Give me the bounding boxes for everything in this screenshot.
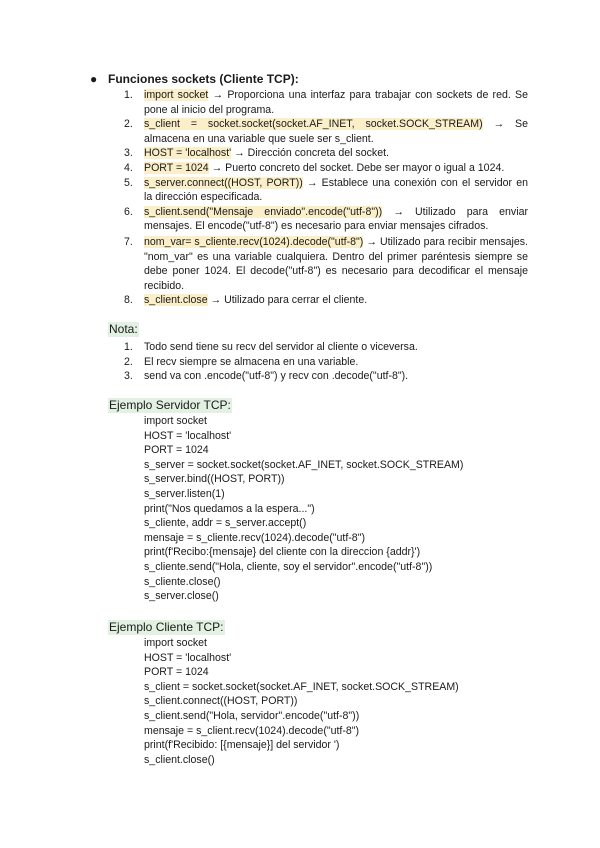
code-highlight: HOST = 'localhost' bbox=[144, 147, 232, 160]
code-line: mensaje = s_client.recv(1024).decode("utf-8") bbox=[144, 724, 360, 737]
list-item bbox=[124, 205, 528, 234]
code-highlight: nom_var= s_cliente.recv(1024).decode("utf-8") bbox=[144, 235, 364, 248]
list-item bbox=[124, 176, 528, 205]
code-line: s_client = socket.socket(socket.AF_INET, socket.SOCK_STREAM) bbox=[144, 680, 459, 693]
list-text: → Establece una conexión con el servidor en la dirección especificada. bbox=[144, 176, 528, 204]
code-highlight: import socket bbox=[144, 89, 209, 101]
list-number: 8. bbox=[124, 294, 133, 307]
code-line: s_cliente, addr = s_server.accept() bbox=[144, 517, 307, 530]
list-item bbox=[124, 161, 528, 176]
list-number: 2. bbox=[124, 355, 133, 368]
code-line: mensaje = s_cliente.recv(1024).decode("utf-8") bbox=[144, 531, 365, 544]
code-line: PORT = 1024 bbox=[144, 666, 209, 679]
code-line: print("Nos quedamos a la espera...") bbox=[144, 502, 315, 515]
list-number: 4. bbox=[124, 161, 133, 174]
code-line: HOST = 'localhost' bbox=[144, 429, 232, 442]
code-line: s_server.listen(1) bbox=[144, 487, 225, 500]
servidor-heading: Ejemplo Servidor TCP: bbox=[109, 398, 231, 412]
code-line: s_client.connect((HOST, PORT)) bbox=[144, 695, 298, 708]
list-item bbox=[124, 369, 528, 384]
code-line: s_cliente.close() bbox=[144, 575, 221, 588]
list-number: 3. bbox=[124, 370, 133, 383]
list-item bbox=[124, 88, 528, 117]
list-text: → Utilizado para enviar mensajes. El encode("utf-8") es necesario para enviar mensajes cifrados. bbox=[144, 205, 528, 233]
code-line: s_cliente.send("Hola, cliente, soy el servidor".encode("utf-8")) bbox=[144, 560, 433, 573]
list-number: 7. bbox=[124, 235, 133, 248]
list-text: → Puerto concreto del socket. Debe ser mayor o igual a 1024. bbox=[208, 161, 505, 174]
bullet-icon: ● bbox=[90, 72, 98, 86]
code-highlight: s_client = socket.socket(socket.AF_INET, socket.SOCK_STREAM) bbox=[144, 118, 483, 131]
list-text: → Dirección concreta del socket. bbox=[231, 147, 389, 160]
code-line: s_server.close() bbox=[144, 590, 219, 603]
code-line: s_client.close() bbox=[144, 753, 215, 766]
funciones-heading: ● Funciones sockets (Cliente TCP): bbox=[90, 72, 299, 86]
code-line: print(f'Recibido: [{mensaje}] del servidor ') bbox=[144, 739, 340, 752]
funciones-list bbox=[124, 88, 528, 308]
list-number: 1. bbox=[124, 89, 133, 101]
list-item bbox=[124, 355, 528, 370]
code-line: HOST = 'localhost' bbox=[144, 651, 232, 664]
code-line: import socket bbox=[144, 637, 207, 649]
cliente-code-block bbox=[144, 636, 459, 767]
list-item bbox=[124, 293, 528, 308]
list-number: 2. bbox=[124, 118, 133, 131]
code-highlight: PORT = 1024 bbox=[144, 161, 209, 174]
servidor-code-block bbox=[144, 414, 463, 604]
list-number: 6. bbox=[124, 205, 133, 218]
list-text: El recv siempre se almacena en una variable. bbox=[144, 355, 359, 368]
nota-heading: Nota: bbox=[109, 322, 138, 336]
list-text: send va con .encode("utf-8") y recv con .decode("utf-8"). bbox=[144, 370, 409, 383]
code-line: s_server.bind((HOST, PORT)) bbox=[144, 473, 285, 486]
list-text: → Proporciona una interfaz para trabajar con sockets de red. Se pone al inicio del programa. bbox=[144, 89, 528, 116]
nota-list bbox=[124, 340, 528, 384]
list-number: 1. bbox=[124, 341, 133, 353]
list-item bbox=[124, 340, 528, 355]
code-highlight: s_client.send("Mensaje enviado".encode("utf-8")) bbox=[144, 205, 383, 218]
list-number: 5. bbox=[124, 176, 133, 189]
list-item bbox=[124, 117, 528, 146]
list-text: → Se almacena en una variable que suele ser s_client. bbox=[144, 118, 528, 145]
list-text: → Utilizado para recibir mensajes. "nom_var" es una variable cualquiera. Dentro del primer paréntesis siempre se debe poner 1024. El decode("utf-8") es necesario para decodificar el mensaje recibido. bbox=[144, 235, 528, 292]
cliente-heading: Ejemplo Cliente TCP: bbox=[109, 620, 224, 634]
code-line: s_server = socket.socket(socket.AF_INET, socket.SOCK_STREAM) bbox=[144, 458, 464, 471]
list-number: 3. bbox=[124, 147, 133, 160]
list-item bbox=[124, 146, 528, 161]
code-highlight: s_server.connect((HOST, PORT)) bbox=[144, 176, 303, 189]
list-item bbox=[124, 235, 528, 293]
code-line: PORT = 1024 bbox=[144, 444, 209, 457]
list-text: → Utilizado para cerrar el cliente. bbox=[207, 294, 368, 307]
list-text: Todo send tiene su recv del servidor al cliente o viceversa. bbox=[144, 341, 418, 353]
code-line: s_client.send("Hola, servidor".encode("utf-8")) bbox=[144, 709, 360, 722]
code-line: import socket bbox=[144, 415, 207, 427]
code-highlight: s_client.close bbox=[144, 294, 208, 307]
code-line: print(f'Recibo:{mensaje} del cliente con la direccion {addr}') bbox=[144, 546, 421, 559]
